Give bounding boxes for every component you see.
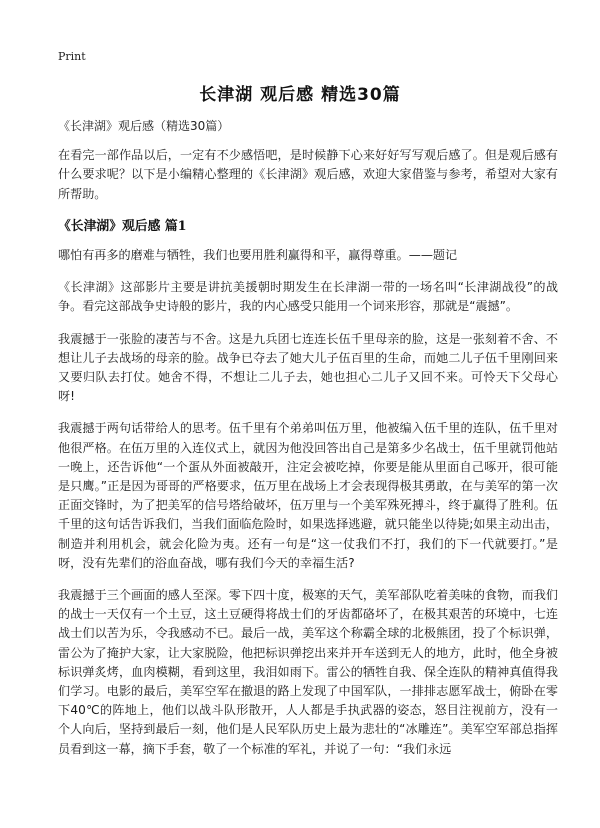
body-paragraph: 我震撼于三个画面的感人至深。零下四十度，极寒的天气，美军部队吃着美味的食物，而我们的战士一天仅有一个土豆，这土豆硬得将战士们的牙齿都硌坏了，在极其艰苦的环境中，七连战士们以苦为乐，令我感动不已。最后一战，美军这个称霸全球的北极熊团，投了个标识弹，雷公为了掩护大家，让大家脱险，他把标识弹挖出来并开车送到无人的地方，此时，他全身被标识弹炙烤，血肉模糊，看到这里，我泪如雨下。雷公的牺牲自我、保全连队的精神真值得我们学习。电影的最后，美军空军在撤退的路上发现了中国军队，一排排志愿军战士，俯卧在零下40℃的阵地上，他们以战斗队形散开，人人都是手执武器的姿态，怒目注视前方，没有一个人向后，坚持到最后一刻，他们是人民军队历史上最为悲壮的“冰雕连”。美军空军部总指挥员看到这一幕，摘下手套，敬了一个标准的军礼，并说了一句：“我们永远: [58, 588, 558, 756]
intro-paragraph: 在看完一部作品以后，一定有不少感悟吧，是时候静下心来好好写写观后感了。但是观后感有什么要求呢？以下是小编精心整理的《长津湖》观后感，欢迎大家借鉴与参考，希望对大家有所帮助。: [58, 148, 558, 201]
document-subtitle: 《长津湖》观后感（精选30篇）: [58, 119, 230, 133]
document-body: [58, 117, 558, 772]
body-paragraph: 我震撼于一张脸的凄苦与不舍。这是九兵团七连连长伍千里母亲的脸，这是一张刻着不舍、不想让儿子去战场的母亲的脸。战争已夺去了她大儿子伍百里的生命，而她二儿子伍千里刚回来又要归队去打仗。她舍不得，不想让二儿子去，她也担心二儿子又回不来。可怜天下父母心呀!: [58, 331, 558, 404]
body-paragraph: 我震撼于两句话带给人的思考。伍千里有个弟弟叫伍万里，他被编入伍千里的连队，伍千里对他很严格。在伍万里的入连仪式上，就因为他没回答出自己是第多少名战士，伍千里就罚他站一晚上，还告诉他“一个蛋从外面被敲开，注定会被吃掉，你要是能从里面自己啄开，很可能是只鹰。”正是因为哥哥的严格要求，伍万里在战场上才会表现得极其勇敢，在与美军的第一次正面交锋时，为了把美军的信号塔给破坏，伍万里与一个美军殊死搏斗，终于赢得了胜利。伍千里的这句话告诉我们，当我们面临危险时，如果选择逃避，就只能坐以待毙;如果主动出击，制造并利用机会，就会化险为夷。还有一句是“这一仗我们不打，我们的下一代就要打。”是呀，没有先辈们的浴血奋战，哪有我们今天的幸福生活?: [58, 421, 558, 570]
section-heading: 《长津湖》观后感 篇1: [58, 218, 187, 234]
body-paragraph: 《长津湖》这部影片主要是讲抗美援朝时期发生在长津湖一带的一场名叫“长津湖战役”的战争。看完这部战争史诗般的影片，我的内心感受只能用一个词来形容，那就是“震撼”。: [58, 280, 558, 314]
document-title: 长津湖 观后感 精选30篇: [199, 85, 401, 105]
print-link[interactable]: Print: [58, 50, 86, 63]
epigraph-paragraph: 哪怕有再多的磨难与牺牲，我们也要用胜利赢得和平，赢得尊重。——题记: [58, 248, 458, 263]
